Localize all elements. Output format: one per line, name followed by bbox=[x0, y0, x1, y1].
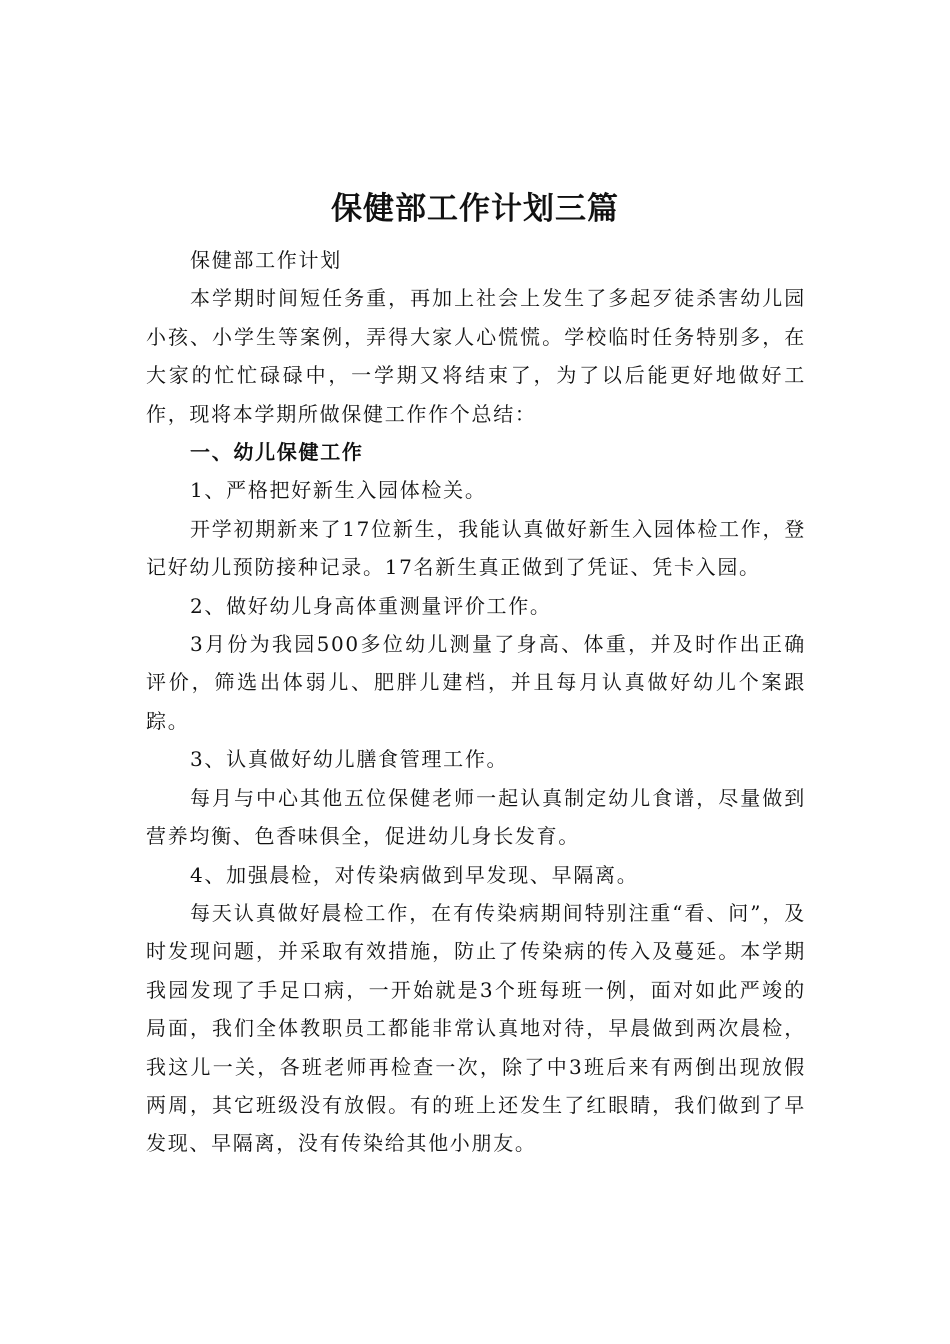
paragraph: 开学初期新来了17位新生，我能认真做好新生入园体检工作，登记好幼儿预防接种记录。17名新生真正做到了凭证、凭卡入园。 bbox=[146, 516, 806, 580]
paragraph: 每天认真做好晨检工作，在有传染病期间特别注重“看、问”，及时发现问题，并采取有效措施，防止了传染病的传入及蔓延。本学期我园发现了手足口病，一开始就是3个班每班一例，面对如此严竣的局面，我们全体教职员工都能非常认真地对待，早晨做到两次晨检，我这儿一关，各班老师再检查一次，除了中3班后来有两倒出现放假两周，其它班级没有放假。有的班上还发生了红眼睛，我们做到了早发现、早隔离，没有传染给其他小朋友。 bbox=[146, 900, 806, 1156]
paragraph: 本学期时间短任务重，再加上社会上发生了多起歹徒杀害幼儿园小孩、小学生等案例，弄得大家人心慌慌。学校临时任务特别多，在大家的忙忙碌碌中，一学期又将结束了，为了以后能更好地做好工作，现将本学期所做保健工作作个总结： bbox=[146, 286, 806, 426]
document-body bbox=[146, 241, 806, 1163]
paragraph: 1、严格把好新生入园体检关。 bbox=[190, 478, 487, 503]
section-heading: 一、幼儿保健工作 bbox=[190, 440, 364, 465]
paragraph: 3月份为我园500多位幼儿测量了身高、体重，并及时作出正确评价，筛选出体弱儿、肥胖儿建档，并且每月认真做好幼儿个案跟踪。 bbox=[146, 632, 806, 733]
document-title: 保健部工作计划三篇 bbox=[331, 191, 619, 227]
paragraph: 3、认真做好幼儿膳食管理工作。 bbox=[190, 747, 509, 772]
paragraph: 2、做好幼儿身高体重测量评价工作。 bbox=[190, 593, 552, 618]
paragraph: 保健部工作计划 bbox=[190, 248, 342, 272]
paragraph: 每月与中心其他五位保健老师一起认真制定幼儿食谱，尽量做到营养均衡、色香味俱全，促进幼儿身长发育。 bbox=[146, 785, 806, 849]
paragraph: 4、加强晨检，对传染病做到早发现、早隔离。 bbox=[190, 862, 639, 887]
